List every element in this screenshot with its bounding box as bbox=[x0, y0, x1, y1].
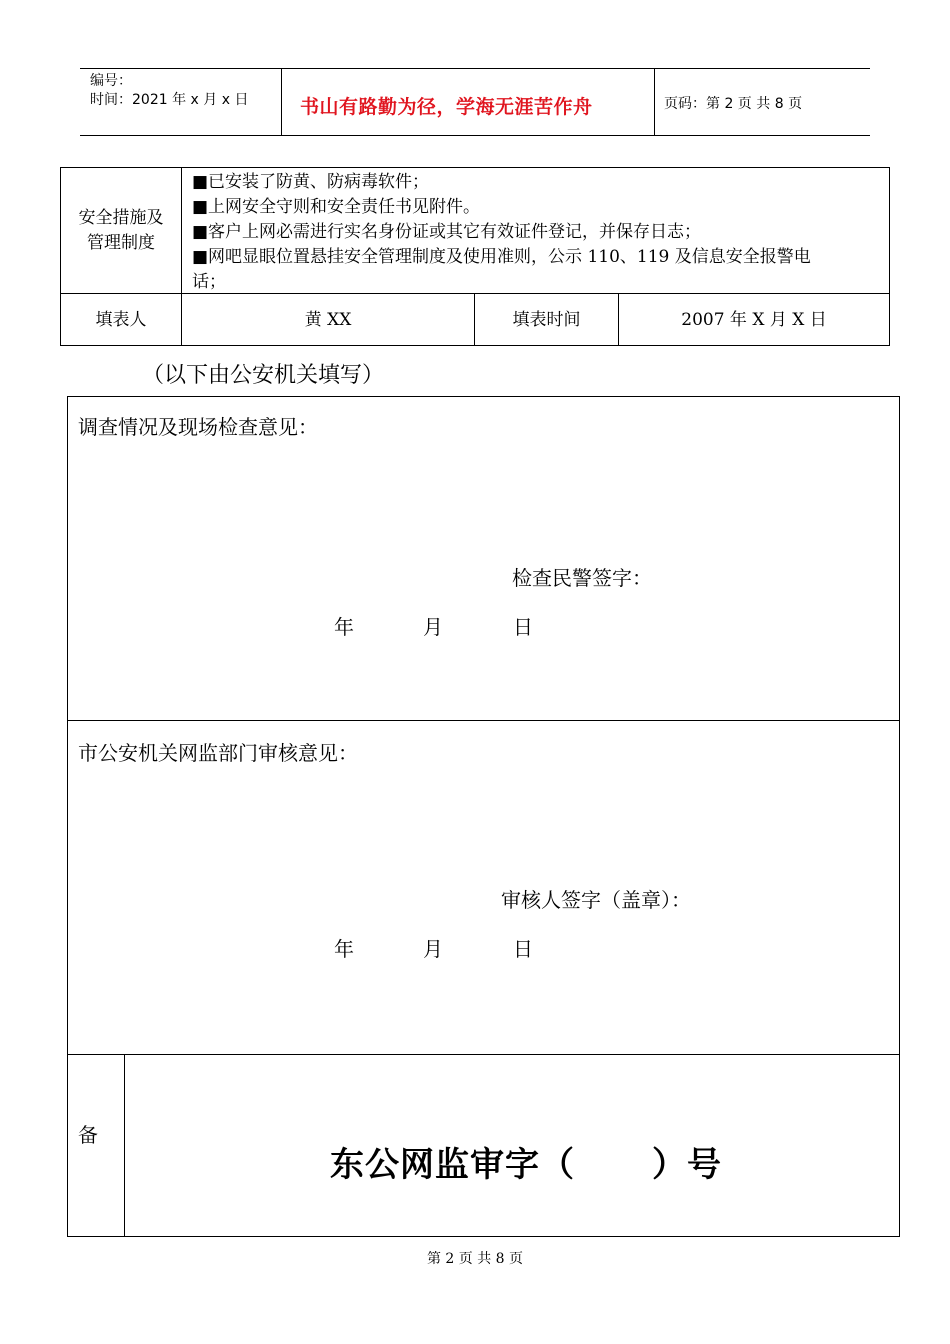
investigation-date-month: 月 bbox=[423, 615, 443, 639]
measures-list bbox=[192, 170, 887, 295]
measures-label-line1: 安全措施及 bbox=[78, 207, 164, 228]
measure-item: ■网吧显眼位置悬挂安全管理制度及使用准则，公示 110、119 及信息安全报警电 bbox=[192, 247, 811, 267]
investigation-date-year: 年 bbox=[334, 615, 354, 639]
date-label: 填表时间 bbox=[512, 309, 581, 330]
investigation-date-day: 日 bbox=[513, 615, 533, 639]
review-label: 市公安机关网监部门审核意见： bbox=[78, 741, 358, 765]
header-bottom-rule bbox=[80, 135, 870, 136]
date-value: 2007 年 X 月 X 日 bbox=[681, 309, 827, 330]
review-date-day: 日 bbox=[513, 937, 533, 961]
review-date-year: 年 bbox=[334, 937, 354, 961]
header-top-rule bbox=[80, 68, 870, 69]
application-info-table bbox=[60, 167, 890, 346]
measures-label bbox=[61, 168, 181, 293]
approval-number: 东公网监审字（ ）号 bbox=[330, 1145, 723, 1185]
header-divider-right bbox=[654, 68, 655, 136]
investigation-label: 调查情况及现场检查意见： bbox=[78, 415, 318, 439]
review-date-month: 月 bbox=[423, 937, 443, 961]
table-divider bbox=[68, 720, 899, 721]
page-footer: 第 2 页 共 8 页 bbox=[426, 1251, 524, 1267]
table-divider bbox=[68, 1054, 899, 1055]
table-divider bbox=[124, 1054, 125, 1236]
measures-label-line2: 管理制度 bbox=[87, 232, 155, 253]
police-sign-label: 检查民警签字： bbox=[512, 566, 652, 590]
header-number-label: 编号： bbox=[90, 73, 132, 89]
police-note: （以下由公安机关填写） bbox=[142, 363, 385, 388]
remark-label: 备 bbox=[78, 1123, 98, 1147]
reviewer-sign-label: 审核人签字（盖章）： bbox=[501, 888, 691, 912]
header-time-label: 时间：2021 年 x 月 x 日 bbox=[90, 92, 249, 108]
measure-item: 话； bbox=[192, 272, 226, 292]
header-divider-left bbox=[281, 68, 282, 136]
filler-value: 黄 XX bbox=[304, 309, 352, 330]
measure-item: ■上网安全守则和安全责任书见附件。 bbox=[192, 197, 481, 217]
measure-item: ■客户上网必需进行实名身份证或其它有效证件登记，并保存日志； bbox=[192, 222, 702, 242]
filler-label: 填表人 bbox=[95, 309, 147, 330]
header-page-info: 页码：第 2 页 共 8 页 bbox=[664, 96, 803, 112]
header-motto: 书山有路勤为径，学海无涯苦作舟 bbox=[300, 96, 593, 118]
police-review-table bbox=[67, 396, 900, 1237]
measure-item: ■已安装了防黄、防病毒软件； bbox=[192, 172, 430, 192]
